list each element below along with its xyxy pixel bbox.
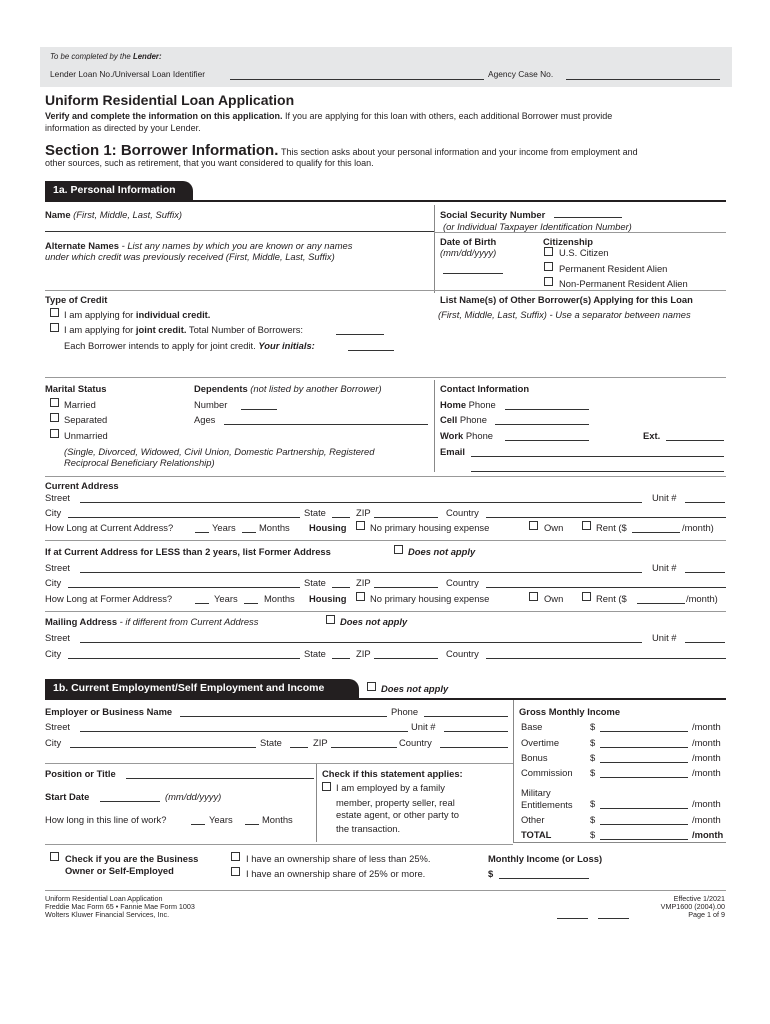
former-city-field[interactable] xyxy=(68,587,300,588)
former-unit-label: Unit # xyxy=(652,562,677,573)
income-other-dollar: $ xyxy=(590,814,596,825)
employer-country-label: Country xyxy=(399,737,432,748)
income-military-field[interactable] xyxy=(600,808,688,809)
citizenship-nonpermanent-label: Non-Permanent Resident Alien xyxy=(559,278,688,289)
employed-by-line-1: I am employed by a family xyxy=(336,782,445,793)
home-bold: Home xyxy=(440,399,467,410)
income-overtime-dollar: $ xyxy=(590,737,596,748)
business-owner-checkbox[interactable] xyxy=(50,852,59,861)
employer-phone-label: Phone xyxy=(391,706,419,717)
income-overtime-label: Overtime xyxy=(521,737,560,748)
employer-street-field[interactable] xyxy=(80,731,408,732)
name-label-line xyxy=(45,209,182,220)
current-city-label: City xyxy=(45,507,62,518)
joint-credit-text xyxy=(64,324,303,335)
divider-horizontal-3 xyxy=(45,476,726,477)
joint-credit-bold: joint credit. xyxy=(135,324,187,335)
current-months-field[interactable] xyxy=(242,532,256,533)
current-no-housing-checkbox[interactable] xyxy=(356,521,365,530)
alt-names-label: Alternate Names xyxy=(45,240,119,251)
section1-text: This section asks about your personal information and your income from employment and xyxy=(280,147,638,157)
current-rent-field[interactable] xyxy=(632,532,680,533)
cell-phone-label xyxy=(440,414,487,425)
agency-case-label: Agency Case No. xyxy=(488,69,554,79)
mailing-hint: - if different from Current Address xyxy=(119,616,259,627)
income-commission-per-month: /month xyxy=(692,767,721,778)
verify-rest: If you are applying for this loan with others, each additional Borrower must provide xyxy=(285,111,613,121)
marital-married-label: Married xyxy=(64,399,96,410)
section-1a-tab: 1a. Personal Information xyxy=(45,181,193,201)
former-rent-checkbox[interactable] xyxy=(582,592,591,601)
employer-phone-field[interactable] xyxy=(424,716,508,717)
employer-zip-field[interactable] xyxy=(331,747,397,748)
former-own-checkbox[interactable] xyxy=(529,592,538,601)
former-no-housing-label: No primary housing expense xyxy=(370,593,490,604)
current-zip-label: ZIP xyxy=(356,507,371,518)
divider-vertical-2 xyxy=(434,380,435,472)
employer-city-field[interactable] xyxy=(70,747,256,748)
marital-note-2: Reciprocal Beneficiary Relationship) xyxy=(64,457,215,468)
alt-names-hint-2: under which credit was previously received (First, Middle, Last, Suffix) xyxy=(45,251,335,262)
mailing-street-field[interactable] xyxy=(80,642,642,643)
mailing-state-field[interactable] xyxy=(332,658,350,659)
ext-field[interactable] xyxy=(666,440,724,441)
alt-names-hint: - List any names by which you are known or any names xyxy=(121,240,353,251)
employed-by-line-2: member, property seller, real xyxy=(336,797,455,808)
initials-text xyxy=(64,340,315,351)
former-unit-field[interactable] xyxy=(685,572,725,573)
check-statement-label: Check if this statement applies: xyxy=(322,768,463,779)
current-rent-checkbox[interactable] xyxy=(582,521,591,530)
home-phone-label xyxy=(440,399,496,410)
former-does-not-apply-checkbox[interactable] xyxy=(394,545,403,554)
dependents-number-label: Number xyxy=(194,399,228,410)
income-total-dollar: $ xyxy=(590,829,596,840)
former-years-field[interactable] xyxy=(195,603,209,604)
former-months-label: Months xyxy=(264,593,295,604)
how-long-current-label: How Long at Current Address? xyxy=(45,522,174,533)
email-field-2[interactable] xyxy=(471,471,724,472)
former-no-housing-checkbox[interactable] xyxy=(356,592,365,601)
section-1a-rule xyxy=(45,200,726,202)
current-no-housing-label: No primary housing expense xyxy=(370,522,490,533)
work-phone-field[interactable] xyxy=(505,440,589,441)
current-own-checkbox[interactable] xyxy=(529,521,538,530)
mailing-unit-field[interactable] xyxy=(685,642,725,643)
current-country-label: Country xyxy=(446,507,479,518)
loan-no-field[interactable] xyxy=(230,79,484,80)
business-owner-line-1: Check if you are the Business xyxy=(65,853,199,864)
current-rent-label: Rent ($ xyxy=(596,522,627,533)
marital-label: Marital Status xyxy=(45,383,107,394)
individual-credit-checkbox[interactable] xyxy=(50,308,59,317)
income-overtime-per-month: /month xyxy=(692,737,721,748)
former-months-field[interactable] xyxy=(244,603,258,604)
dob-field[interactable] xyxy=(443,273,503,274)
ssn-bottom-rule xyxy=(434,232,726,233)
other-borrowers-hint: (First, Middle, Last, Suffix) - Use a separator between names xyxy=(438,309,691,320)
verify-text-2: information as directed by your Lender. xyxy=(45,123,201,133)
citizenship-label: Citizenship xyxy=(543,236,594,247)
email-label: Email xyxy=(440,446,466,457)
current-years-field[interactable] xyxy=(195,532,209,533)
employer-state-label: State xyxy=(260,737,282,748)
former-per-month: /month) xyxy=(686,593,718,604)
income-military-per-month: /month xyxy=(692,798,721,809)
mailing-city-field[interactable] xyxy=(68,658,300,659)
income-base-field[interactable] xyxy=(600,731,688,732)
former-country-label: Country xyxy=(446,577,479,588)
dependents-label-line xyxy=(194,383,382,394)
home-phone-word: Phone xyxy=(468,399,496,410)
line-years-label: Years xyxy=(209,814,233,825)
citizenship-nonpermanent-checkbox[interactable] xyxy=(544,277,553,286)
dob-label: Date of Birth xyxy=(440,236,497,247)
ssn-hint: (or Individual Taxpayer Identification Number) xyxy=(443,221,632,232)
income-base-label: Base xyxy=(521,721,543,732)
home-phone-field[interactable] xyxy=(505,409,589,410)
mailing-country-field[interactable] xyxy=(486,658,726,659)
joint-credit-post: Total Number of Borrowers: xyxy=(188,324,303,335)
total-borrowers-field[interactable] xyxy=(336,334,384,335)
business-owner-line-2: Owner or Self-Employed xyxy=(65,865,174,876)
income-commission-field[interactable] xyxy=(600,777,688,778)
section-1b-tab: 1b. Current Employment/Self Employment and Income xyxy=(45,679,359,699)
income-bonus-label: Bonus xyxy=(521,752,548,763)
cell-phone-field[interactable] xyxy=(495,424,589,425)
dependents-label: Dependents xyxy=(194,383,248,394)
mailing-label-line xyxy=(45,616,258,627)
current-country-field[interactable] xyxy=(486,517,726,518)
initials-footer-field-1[interactable] xyxy=(557,918,588,919)
footer-right-3: Page 1 of 9 xyxy=(688,910,725,919)
name-hint: (First, Middle, Last, Suffix) xyxy=(73,209,183,220)
section1-text-2: other sources, such as retirement, that you want considered to qualify for this loan. xyxy=(45,158,374,168)
dependents-ages-field[interactable] xyxy=(224,424,428,425)
mailing-zip-label: ZIP xyxy=(356,648,371,659)
divider-horizontal-7 xyxy=(45,844,513,845)
current-address-label: Current Address xyxy=(45,480,119,491)
start-date-field[interactable] xyxy=(100,801,160,802)
footer-right-2: VMP1600 (2004).00 xyxy=(660,902,725,911)
marital-unmarried-checkbox[interactable] xyxy=(50,429,59,438)
ext-label: Ext. xyxy=(643,430,661,441)
income-total-field[interactable] xyxy=(600,839,688,840)
employer-unit-field[interactable] xyxy=(444,731,508,732)
verify-bold: Verify and complete the information on this application. xyxy=(45,111,283,121)
former-city-label: City xyxy=(45,577,62,588)
current-state-field[interactable] xyxy=(332,517,350,518)
current-years-label: Years xyxy=(212,522,236,533)
employer-label: Employer or Business Name xyxy=(45,706,173,717)
current-street-field[interactable] xyxy=(80,502,642,503)
divider-vertical-3 xyxy=(316,764,317,842)
how-long-former-label: How Long at Former Address? xyxy=(45,593,173,604)
individual-credit-text xyxy=(64,309,210,320)
marital-unmarried-label: Unmarried xyxy=(64,430,108,441)
line-months-label: Months xyxy=(262,814,293,825)
former-street-field[interactable] xyxy=(80,572,642,573)
income-commission-label: Commission xyxy=(521,767,573,778)
joint-credit-checkbox[interactable] xyxy=(50,323,59,332)
lender-word: Lender: xyxy=(132,52,162,61)
line-years-field[interactable] xyxy=(191,824,205,825)
citizenship-us-label: U.S. Citizen xyxy=(559,247,609,258)
mailing-city-label: City xyxy=(45,648,62,659)
work-phone-word: Phone xyxy=(465,430,493,441)
employer-city-label: City xyxy=(45,737,62,748)
verify-text xyxy=(45,111,612,122)
divider-vertical-1 xyxy=(434,205,435,293)
income-commission-dollar: $ xyxy=(590,767,596,778)
employer-state-field[interactable] xyxy=(290,747,308,748)
employed-by-line-3: estate agent, or other party to xyxy=(336,809,459,820)
income-entitlements-label: Entitlements xyxy=(521,799,573,810)
income-other-field[interactable] xyxy=(600,824,688,825)
line-months-field[interactable] xyxy=(245,824,259,825)
start-date-hint: (mm/dd/yyyy) xyxy=(165,791,222,802)
ownership-less-label: I have an ownership share of less than 25%. xyxy=(246,853,431,864)
divider-horizontal-4 xyxy=(45,540,726,541)
divider-horizontal-6 xyxy=(45,763,513,764)
position-label: Position or Title xyxy=(45,768,116,779)
monthly-income-field[interactable] xyxy=(499,878,589,879)
current-housing-label: Housing xyxy=(309,522,347,533)
former-country-field[interactable] xyxy=(486,587,726,588)
start-date-label: Start Date xyxy=(45,791,90,802)
employer-country-field[interactable] xyxy=(440,747,508,748)
mailing-street-label: Street xyxy=(45,632,71,643)
current-unit-label: Unit # xyxy=(652,492,677,503)
cell-bold: Cell xyxy=(440,414,458,425)
dependents-hint: (not listed by another Borrower) xyxy=(250,383,382,394)
income-military-dollar: $ xyxy=(590,798,596,809)
ssn-label: Social Security Number xyxy=(440,209,546,220)
current-city-field[interactable] xyxy=(68,517,300,518)
employed-by-line-4: the transaction. xyxy=(336,823,401,834)
initials-bold: Your initials: xyxy=(258,340,315,351)
gross-income-label: Gross Monthly Income xyxy=(519,706,621,717)
ownership-less-checkbox[interactable] xyxy=(231,852,240,861)
monthly-income-label: Monthly Income (or Loss) xyxy=(488,853,603,864)
former-rent-field[interactable] xyxy=(637,603,685,604)
marital-note: (Single, Divorced, Widowed, Civil Union, Domestic Partnership, Registered xyxy=(64,446,375,457)
current-state-label: State xyxy=(304,507,326,518)
email-field[interactable] xyxy=(471,456,724,457)
former-own-label: Own xyxy=(544,593,564,604)
former-rent-label: Rent ($ xyxy=(596,593,627,604)
employer-zip-label: ZIP xyxy=(313,737,328,748)
individual-credit-pre: I am applying for xyxy=(64,309,134,320)
contact-label: Contact Information xyxy=(440,383,530,394)
income-military-label: Military xyxy=(521,787,551,798)
section1-heading: Section 1: Borrower Information. xyxy=(45,142,279,159)
current-per-month: /month) xyxy=(682,522,714,533)
mailing-state-label: State xyxy=(304,648,326,659)
current-own-label: Own xyxy=(544,522,564,533)
ownership-more-checkbox[interactable] xyxy=(231,867,240,876)
mailing-zip-field[interactable] xyxy=(374,658,438,659)
name-label: Name xyxy=(45,209,71,220)
former-zip-label: ZIP xyxy=(356,577,371,588)
initials-pre: Each Borrower intends to apply for joint credit. xyxy=(64,340,256,351)
footer-left-2: Freddie Mac Form 65 • Fannie Mae Form 1003 xyxy=(45,902,195,911)
income-bonus-per-month: /month xyxy=(692,752,721,763)
income-base-per-month: /month xyxy=(692,721,721,732)
employer-field[interactable] xyxy=(180,716,387,717)
former-state-label: State xyxy=(304,577,326,588)
current-months-label: Months xyxy=(259,522,290,533)
ssn-field[interactable] xyxy=(554,217,622,218)
credit-type-label: Type of Credit xyxy=(45,294,108,305)
employment-does-not-apply-label: Does not apply xyxy=(381,683,449,694)
work-phone-label xyxy=(440,430,493,441)
individual-credit-bold: individual credit. xyxy=(135,309,211,320)
joint-credit-pre: I am applying for xyxy=(64,324,134,335)
former-housing-label: Housing xyxy=(309,593,347,604)
initials-footer-field-2[interactable] xyxy=(598,918,629,919)
citizenship-permanent-label: Permanent Resident Alien xyxy=(559,263,668,274)
employer-unit-label: Unit # xyxy=(411,721,436,732)
former-state-field[interactable] xyxy=(332,587,350,588)
income-other-label: Other xyxy=(521,814,545,825)
former-zip-field[interactable] xyxy=(374,587,438,588)
former-street-label: Street xyxy=(45,562,71,573)
income-bonus-field[interactable] xyxy=(600,762,688,763)
how-long-line-label: How long in this line of work? xyxy=(45,814,167,825)
employed-by-party-checkbox[interactable] xyxy=(322,782,331,791)
former-address-label: If at Current Address for LESS than 2 years, list Former Address xyxy=(45,546,331,557)
divider-horizontal-5 xyxy=(45,611,726,612)
mailing-does-not-apply-checkbox[interactable] xyxy=(326,615,335,624)
dependents-number-field[interactable] xyxy=(241,409,277,410)
completed-by-text: To be completed by the xyxy=(50,52,131,61)
income-base-dollar: $ xyxy=(590,721,596,732)
employer-street-label: Street xyxy=(45,721,71,732)
marital-separated-checkbox[interactable] xyxy=(50,413,59,422)
work-bold: Work xyxy=(440,430,464,441)
position-field[interactable] xyxy=(126,778,314,779)
current-street-label: Street xyxy=(45,492,71,503)
marital-separated-label: Separated xyxy=(64,414,108,425)
employment-does-not-apply-checkbox[interactable] xyxy=(367,682,376,691)
name-field[interactable] xyxy=(45,231,434,232)
monthly-income-dollar: $ xyxy=(488,868,494,879)
income-total-label: TOTAL xyxy=(521,829,552,840)
marital-married-checkbox[interactable] xyxy=(50,398,59,407)
divider-horizontal-1 xyxy=(45,290,726,291)
alt-names-label-line xyxy=(45,240,352,251)
cell-phone-word: Phone xyxy=(459,414,487,425)
footer-left-3: Wolters Kluwer Financial Services, Inc. xyxy=(45,910,170,919)
citizenship-permanent-checkbox[interactable] xyxy=(544,262,553,271)
income-total-per-month: /month xyxy=(692,829,724,840)
income-overtime-field[interactable] xyxy=(600,747,688,748)
footer-rule xyxy=(45,890,726,891)
dob-hint: (mm/dd/yyyy) xyxy=(440,247,497,258)
lender-instruction xyxy=(50,53,162,62)
loan-no-label: Lender Loan No./Universal Loan Identifier xyxy=(50,69,206,79)
mailing-unit-label: Unit # xyxy=(652,632,677,643)
mailing-label: Mailing Address xyxy=(45,616,118,627)
income-other-per-month: /month xyxy=(692,814,721,825)
footer-left-1: Uniform Residential Loan Application xyxy=(45,894,163,903)
mailing-country-label: Country xyxy=(446,648,479,659)
current-unit-field[interactable] xyxy=(685,502,725,503)
former-years-label: Years xyxy=(214,593,238,604)
footer-right-1: Effective 1/2021 xyxy=(673,894,725,903)
ownership-more-label: I have an ownership share of 25% or more. xyxy=(246,868,426,879)
divider-horizontal-2 xyxy=(45,377,726,378)
citizenship-us-checkbox[interactable] xyxy=(544,247,553,256)
initials-field[interactable] xyxy=(348,350,394,351)
form-title: Uniform Residential Loan Application xyxy=(45,92,295,108)
agency-case-field[interactable] xyxy=(566,79,720,80)
mailing-does-not-apply-label: Does not apply xyxy=(340,616,408,627)
current-zip-field[interactable] xyxy=(374,517,438,518)
income-bonus-dollar: $ xyxy=(590,752,596,763)
former-does-not-apply-label: Does not apply xyxy=(408,546,476,557)
other-borrowers-label: List Name(s) of Other Borrower(s) Applying for this Loan xyxy=(440,294,693,305)
dependents-ages-label: Ages xyxy=(194,414,216,425)
